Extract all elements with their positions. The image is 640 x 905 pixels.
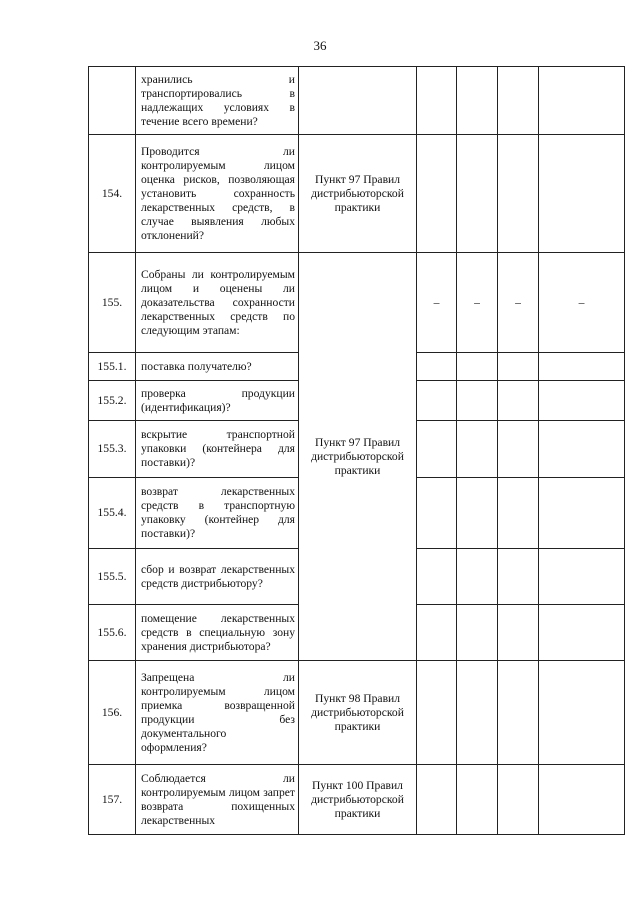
question-cell: сбор и возврат лекарственных средств дистрибьютору? [136,549,299,605]
mark-yes-cell: – [417,253,457,353]
mark-not-applicable-cell [498,353,539,381]
row-number: 155. [89,253,136,353]
row-number: 155.5. [89,549,136,605]
table-row [89,765,625,835]
mark-no-cell [457,605,498,661]
mark-yes-cell [417,478,457,549]
mark-yes-cell [417,549,457,605]
mark-no-cell [457,549,498,605]
mark-not-applicable-cell [498,421,539,478]
mark-no-cell [457,421,498,478]
mark-yes-cell [417,381,457,421]
mark-note-cell [539,605,625,661]
mark-note-cell [539,381,625,421]
mark-not-applicable-cell [498,605,539,661]
table-row [89,67,625,135]
question-cell: помещение лекарственных средств в специальную зону хранения дистрибьютора? [136,605,299,661]
question-cell: проверка продукции (идентификация)? [136,381,299,421]
mark-yes-cell [417,605,457,661]
mark-no-cell: – [457,253,498,353]
page-number: 36 [313,38,327,53]
mark-note-cell [539,421,625,478]
question-cell: Проводится ли контролируемым лицом оценка рисков, позволяющая установить сохранность лекарственных средств, в случае выявления любых отклонений? [136,135,299,253]
row-number: 157. [89,765,136,835]
mark-no-cell [457,67,498,135]
row-number: 155.2. [89,381,136,421]
mark-yes-cell [417,661,457,765]
table-row [89,661,625,765]
mark-note-cell: – [539,253,625,353]
mark-not-applicable-cell [498,135,539,253]
mark-yes-cell [417,421,457,478]
reference-cell: Пункт 97 Правил дистрибьюторской практики [299,253,417,661]
mark-note-cell [539,353,625,381]
mark-yes-cell [417,353,457,381]
mark-no-cell [457,381,498,421]
row-number: 154. [89,135,136,253]
checklist-table [88,66,625,835]
mark-no-cell [457,765,498,835]
row-number: 156. [89,661,136,765]
mark-not-applicable-cell [498,661,539,765]
mark-note-cell [539,661,625,765]
mark-no-cell [457,661,498,765]
mark-yes-cell [417,67,457,135]
mark-not-applicable-cell [498,478,539,549]
reference-cell: Пункт 100 Правил дистрибьюторской практики [299,765,417,835]
question-cell: поставка получателю? [136,353,299,381]
question-cell: хранились и транспортировались в надлежащих условиях в течение всего времени? [136,67,299,135]
mark-no-cell [457,135,498,253]
mark-yes-cell [417,765,457,835]
mark-no-cell [457,353,498,381]
mark-not-applicable-cell [498,765,539,835]
row-number: 155.1. [89,353,136,381]
mark-note-cell [539,765,625,835]
mark-note-cell [539,549,625,605]
question-cell: возврат лекарственных средств в транспортную упаковку (контейнер для поставки)? [136,478,299,549]
mark-not-applicable-cell [498,67,539,135]
mark-not-applicable-cell [498,549,539,605]
row-number: 155.4. [89,478,136,549]
row-number [89,67,136,135]
question-cell: Соблюдается ли контролируемым лицом запрет возврата похищенных лекарственных [136,765,299,835]
table-row [89,253,625,353]
question-cell: вскрытие транспортной упаковки (контейнера для поставки)? [136,421,299,478]
mark-no-cell [457,478,498,549]
mark-not-applicable-cell [498,381,539,421]
mark-note-cell [539,67,625,135]
mark-yes-cell [417,135,457,253]
reference-cell: Пункт 97 Правил дистрибьюторской практики [299,135,417,253]
row-number: 155.3. [89,421,136,478]
table-row [89,135,625,253]
question-cell: Запрещена ли контролируемым лицом приемка возвращенной продукции без документального оформления? [136,661,299,765]
mark-note-cell [539,135,625,253]
mark-note-cell [539,478,625,549]
reference-cell: Пункт 98 Правил дистрибьюторской практики [299,661,417,765]
reference-cell [299,67,417,135]
question-cell: Собраны ли контролируемым лицом и оценены ли доказательства сохранности лекарственных средств по следующим этапам: [136,253,299,353]
row-number: 155.6. [89,605,136,661]
mark-not-applicable-cell: – [498,253,539,353]
